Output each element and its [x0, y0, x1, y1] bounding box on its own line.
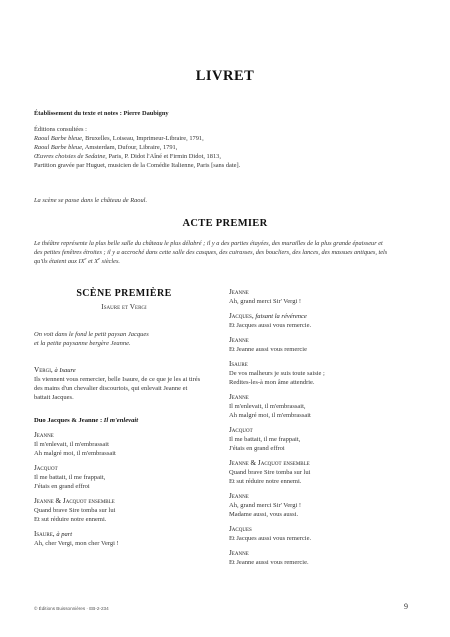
speaker-name: Jacquot	[229, 426, 253, 434]
edition-entry	[34, 143, 424, 152]
speaker-name: Jeanne	[229, 336, 249, 344]
speaker-name: Jacques	[229, 525, 252, 533]
speaker-name: Jeanne	[34, 431, 54, 439]
speaker-name: Jeanne	[229, 393, 249, 401]
speech	[229, 297, 419, 306]
page-title: LIVRET	[195, 68, 255, 84]
act-title: ACTE PREMIER	[182, 218, 268, 229]
speech-line: Il m'enlevait, il m'embrassait,	[229, 403, 306, 410]
act-description-line	[34, 257, 424, 266]
speech	[34, 473, 214, 491]
dialogue-block	[34, 530, 214, 548]
speech-line: Il me battait, il me frappait,	[34, 474, 106, 481]
speech-line: Il m'enlevait, il m'embrassait	[34, 441, 109, 448]
speaker-direction: à part	[56, 531, 73, 538]
speech-line: J'étais en grand effroi	[34, 483, 90, 490]
speech-line: Ils viennent vous remercier, belle Isaure, de ce que je les ai tirés	[34, 376, 201, 383]
speech-line: des mains d'un chevalier discourtois, qui enlevait Jeanne et	[34, 385, 188, 392]
speech	[34, 506, 214, 524]
stage-direction	[34, 330, 214, 348]
speech	[34, 375, 214, 402]
speaker-direction: faisant la révérence	[255, 313, 307, 320]
edition-details: , Amsterdam, Dufour, Libraire, 1791,	[81, 144, 178, 151]
speech-line: Il me battait, il me frappait,	[229, 436, 301, 443]
speech-line: Ah malgré moi, il m'embrassait	[229, 412, 311, 419]
edition-title: Œuvres choisies de Sedaine	[34, 153, 106, 160]
speaker-name: Jeanne & Jacquot ensemble	[229, 459, 310, 467]
speaker-name: Jeanne	[229, 288, 249, 296]
speech	[229, 435, 419, 453]
speech	[229, 534, 419, 543]
speaker-name: Jacques, faisant la révérence	[229, 312, 307, 320]
speaker-label: Isaure	[34, 530, 53, 538]
speaker-label: Jacques	[229, 312, 252, 320]
speech	[229, 369, 419, 387]
speech-line: Quand brave Sire tomba sur lui	[229, 469, 311, 476]
speech-line: battait Jacques.	[34, 394, 74, 401]
left-column	[34, 288, 214, 550]
editions-label: Éditions consultées :	[34, 126, 87, 133]
edition-title: Raoul Barbe bleue	[34, 144, 82, 151]
stage-direction-line: On voit dans le fond le petit paysan Jacques	[34, 331, 149, 338]
editorial-notes	[34, 109, 424, 170]
act-description	[34, 239, 424, 266]
speaker-name: Isaure	[229, 360, 248, 368]
speech-line: Et Jeanne aussi vous remercie.	[229, 559, 309, 566]
act-description-text: qu'ils étaient aux	[34, 258, 79, 265]
speech-line: Ah, cher Vergi, mon cher Vergi !	[34, 540, 119, 547]
speaker-name: Isaure, à part	[34, 530, 73, 538]
duo-label: Duo Jacques & Jeanne :	[34, 417, 104, 424]
speaker-name: Jacquot	[34, 464, 58, 472]
edition-details: , Paris, P. Didot l'Aîné et Firmin Didot, 1813,	[105, 153, 221, 160]
act-description-line: des petites fenêtres étroites ; il y a accroché dans cette salle des casques, des cuirasses, des boucliers, des lances, des massues antiques, tels	[34, 249, 388, 256]
speech	[229, 468, 419, 486]
century-x: X	[94, 258, 99, 265]
speech	[229, 501, 419, 519]
duo-title: Il m'enlevait	[103, 417, 139, 424]
dialogue-block	[34, 366, 214, 402]
footer-copyright: © Éditions Buissonnières · EB-2-234	[34, 606, 109, 611]
edition-details: , Bruxelles, Loiseau, Imprimeur-Libraire, 1791,	[81, 135, 204, 142]
speaker-direction: à Isaure	[54, 367, 76, 374]
speech-line: Et sut réduire notre ennemi.	[34, 516, 107, 523]
speech-line: Et Jacques aussi vous remercie.	[229, 535, 312, 542]
page-number: 9	[404, 602, 408, 611]
edition-title: Raoul Barbe bleue	[34, 135, 82, 142]
act-description-line: Le théâtre représente la plus belle salle du château le plus délabré ; il y a des parties étayées, des murailles de la plus grande épaisseur et	[34, 240, 383, 247]
editorial-credit: Établissement du texte et notes : Pierre Daubigny	[34, 110, 169, 117]
speech-line: Et Jacques aussi vous remercie.	[229, 322, 312, 329]
century-ix: IX	[78, 258, 85, 265]
scene-title: SCÈNE PREMIÈRE	[76, 288, 172, 299]
speaker-name: Jeanne & Jacquot ensemble	[34, 497, 115, 505]
speaker-label: Vergi	[34, 366, 51, 374]
speech-line: Madame aussi, vous aussi.	[229, 511, 299, 518]
edition-entry	[34, 161, 424, 170]
edition-details: Partition gravée par Huguet, musicien de la Comédie Italienne, Paris [sans date].	[34, 162, 241, 169]
scene-characters: Isaure et Vergi	[101, 302, 147, 311]
century-suffix: e	[98, 255, 101, 261]
speech-line: Ah malgré moi, il m'embrassait	[34, 450, 116, 457]
dialogue-block	[34, 464, 214, 491]
speaker-name: Jeanne	[229, 492, 249, 500]
duo-heading	[34, 416, 214, 425]
stage-direction-line: et la petite paysanne bergère Jeanne.	[34, 340, 131, 347]
speech	[229, 402, 419, 420]
dialogue-block	[34, 497, 214, 524]
speech-line: Redites-les-à mon âme attendrie.	[229, 379, 315, 386]
speech	[34, 440, 214, 458]
act-description-text: siècles.	[100, 258, 120, 265]
speaker-name: Jeanne	[229, 549, 249, 557]
act-description-text: et	[86, 258, 95, 265]
scene-setting: La scène se passe dans le château de Raoul.	[34, 197, 148, 204]
speech	[229, 321, 419, 330]
speech	[229, 558, 419, 567]
edition-entry	[34, 134, 424, 143]
century-suffix: e	[84, 255, 87, 261]
edition-entry	[34, 152, 424, 161]
speech-line: Ah, grand merci Sir' Vergi !	[229, 502, 302, 509]
speech	[229, 345, 419, 354]
speech-line: Ah, grand merci Sir' Vergi !	[229, 298, 302, 305]
right-column	[229, 288, 419, 569]
dialogue-block	[34, 431, 214, 458]
speech-line: Quand brave Sire tomba sur lui	[34, 507, 116, 514]
speech-line: De vos malheurs je suis toute saisie ;	[229, 370, 325, 377]
speaker-name: Vergi, à Isaure	[34, 366, 76, 374]
speech-line: Et Jeanne aussi vous remercie	[229, 346, 307, 353]
speech	[34, 539, 214, 548]
speech-line: Et sut réduire notre ennemi.	[229, 478, 302, 485]
speech-line: J'étais en grand effroi	[229, 445, 285, 452]
